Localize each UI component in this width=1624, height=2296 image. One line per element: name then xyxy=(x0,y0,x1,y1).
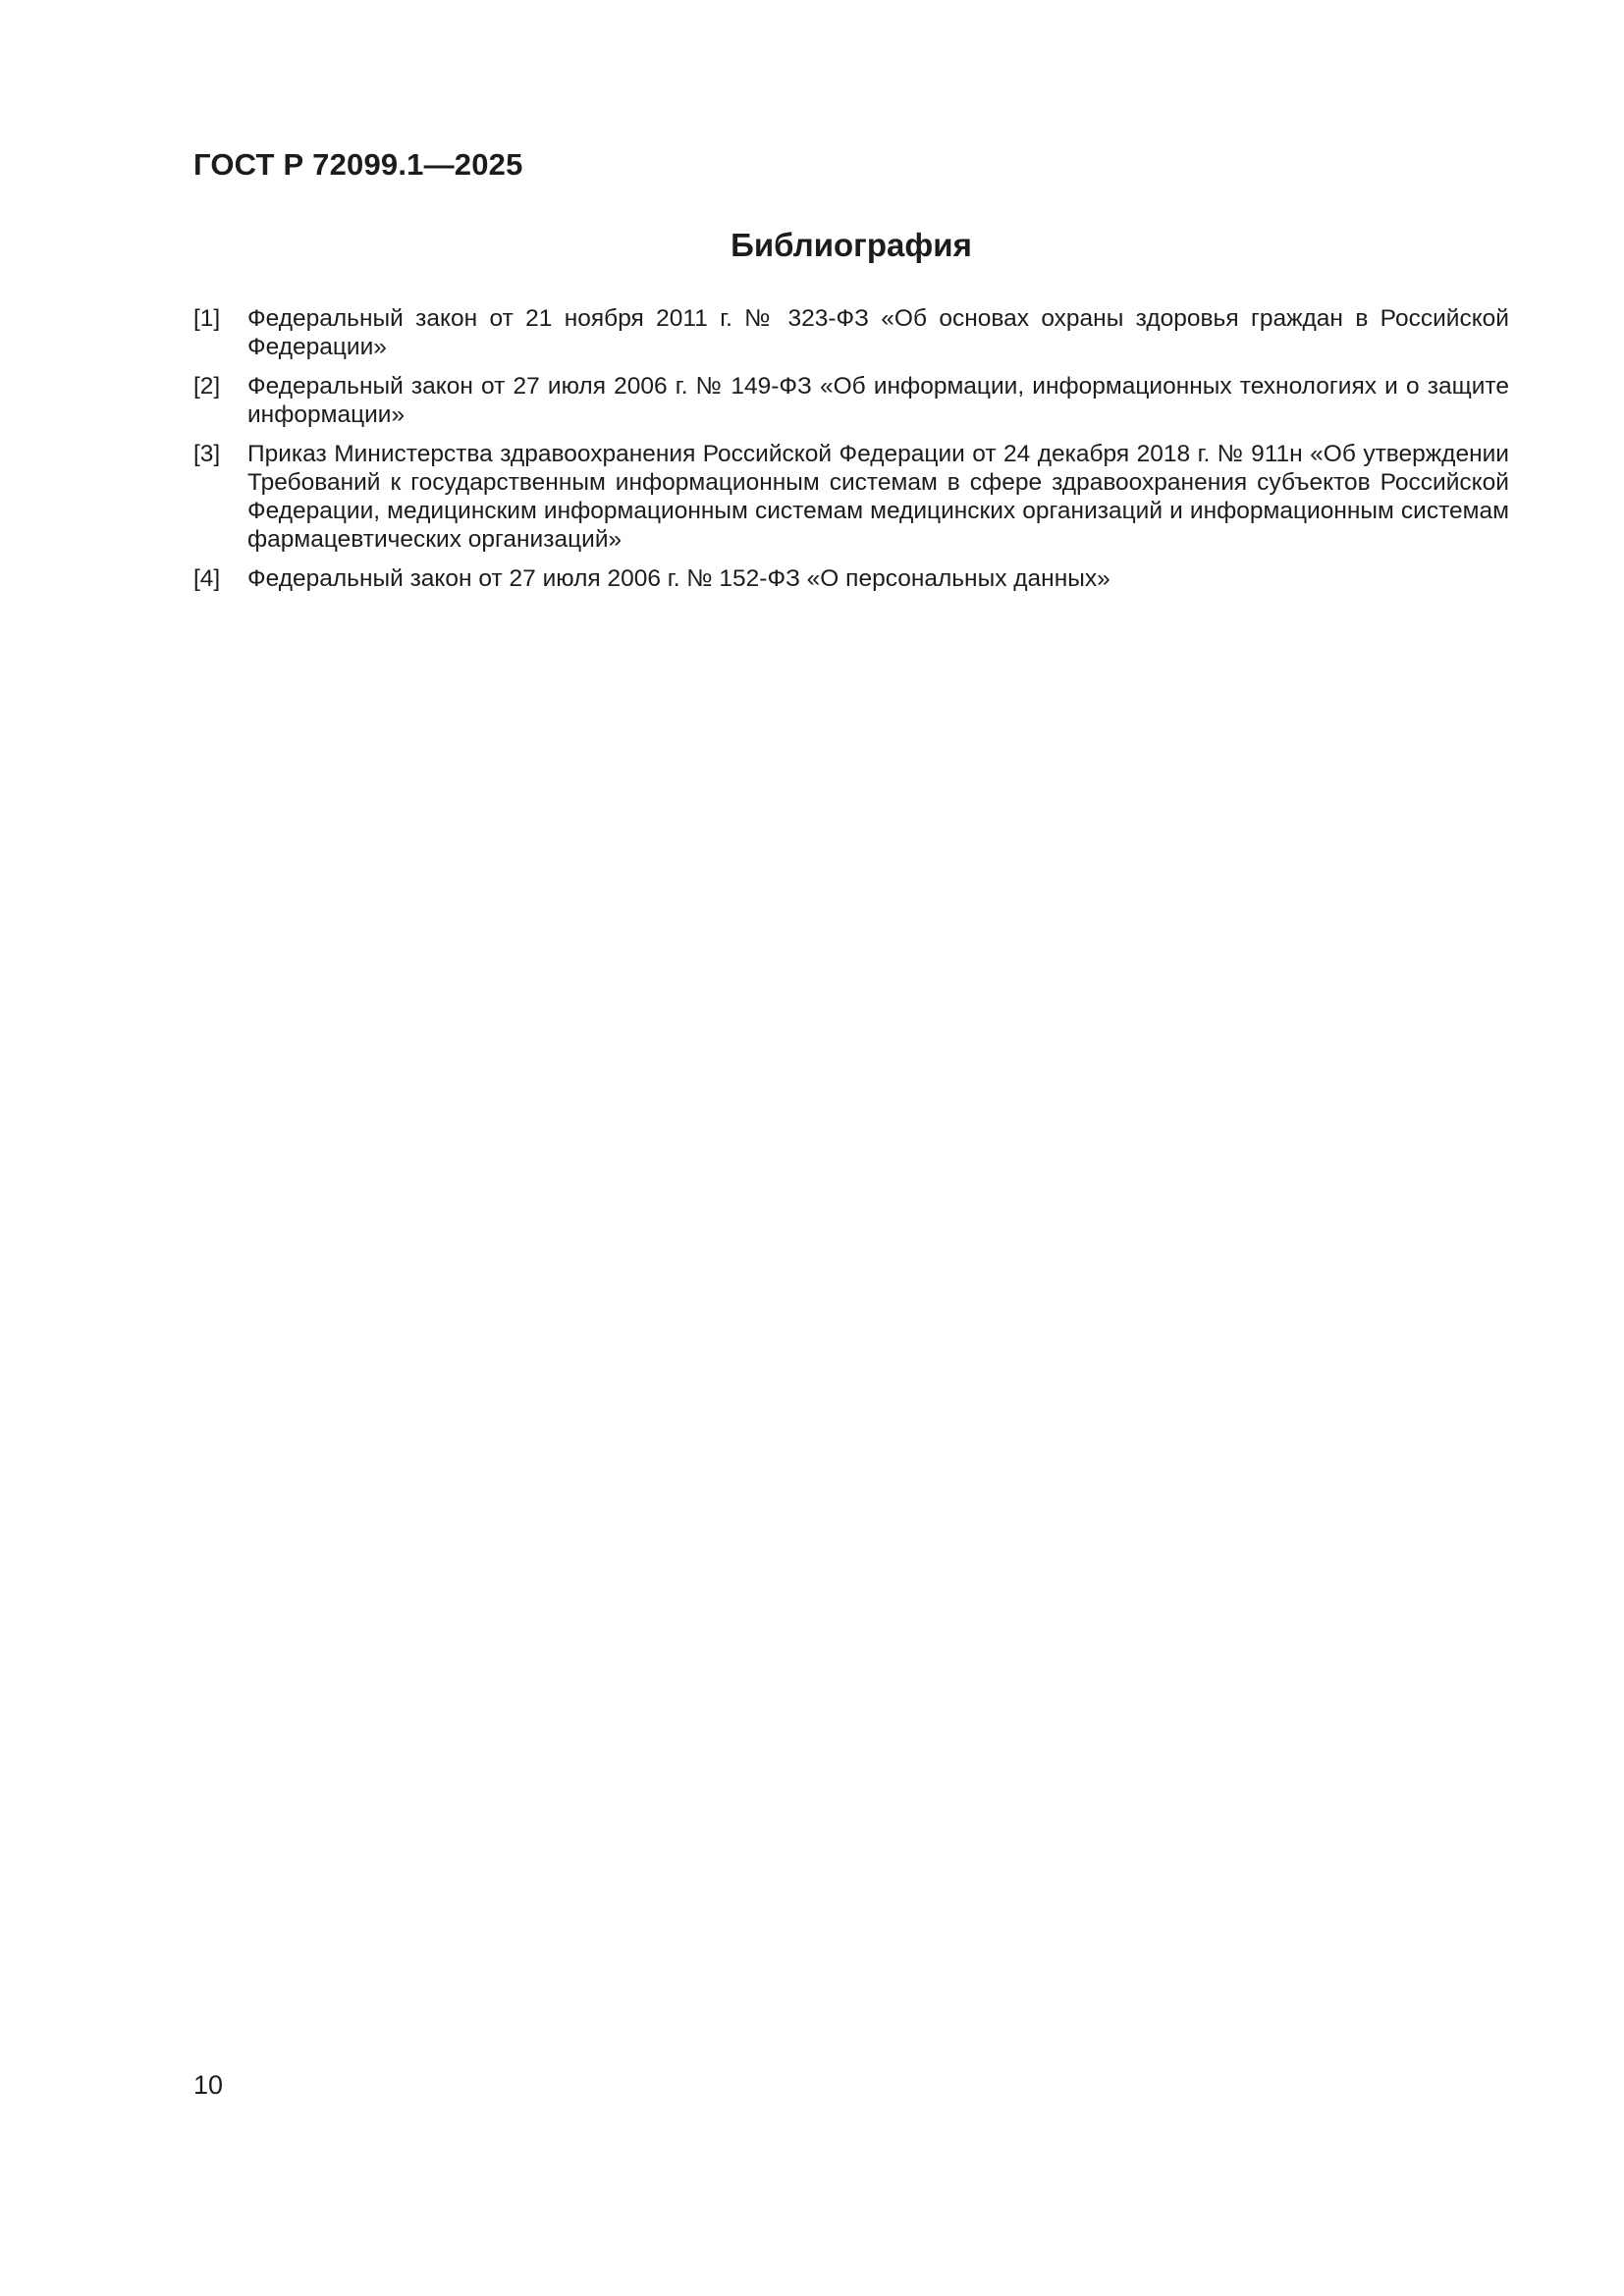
section-title: Библиография xyxy=(731,227,972,263)
entry-text: Федеральный закон от 21 ноября 2011 г. № 323-ФЗ «Об основах охраны здоровья граждан в Российской Федерации» xyxy=(247,305,1509,360)
entry-marker: [1] xyxy=(193,305,221,332)
bibliography-entry xyxy=(193,304,1509,361)
entry-text: Федеральный закон от 27 июля 2006 г. № 149-ФЗ «Об информации, информационных технологиях и о защите информации» xyxy=(247,373,1509,428)
bibliography-entry xyxy=(193,372,1509,429)
bibliography-entry xyxy=(193,440,1509,554)
page-number: 10 xyxy=(193,2070,224,2100)
entry-marker: [3] xyxy=(193,441,221,467)
entry-text: Приказ Министерства здравоохранения Российской Федерации от 24 декабря 2018 г. № 911н «Об утверждении Требований к государственным информационным системам в сфере здравоохранения субъектов Российской Федерации, медицинским информационным системам медицинских организаций и информационным системам фармацевтических организаций» xyxy=(247,441,1509,553)
standard-designation: ГОСТ Р 72099.1—2025 xyxy=(193,147,523,182)
entry-text: Федеральный закон от 27 июля 2006 г. № 152-ФЗ «О персональных данных» xyxy=(247,565,1110,592)
bibliography-list xyxy=(193,304,1509,604)
entry-marker: [4] xyxy=(193,565,221,592)
bibliography-entry xyxy=(193,564,1509,593)
entry-marker: [2] xyxy=(193,373,221,400)
